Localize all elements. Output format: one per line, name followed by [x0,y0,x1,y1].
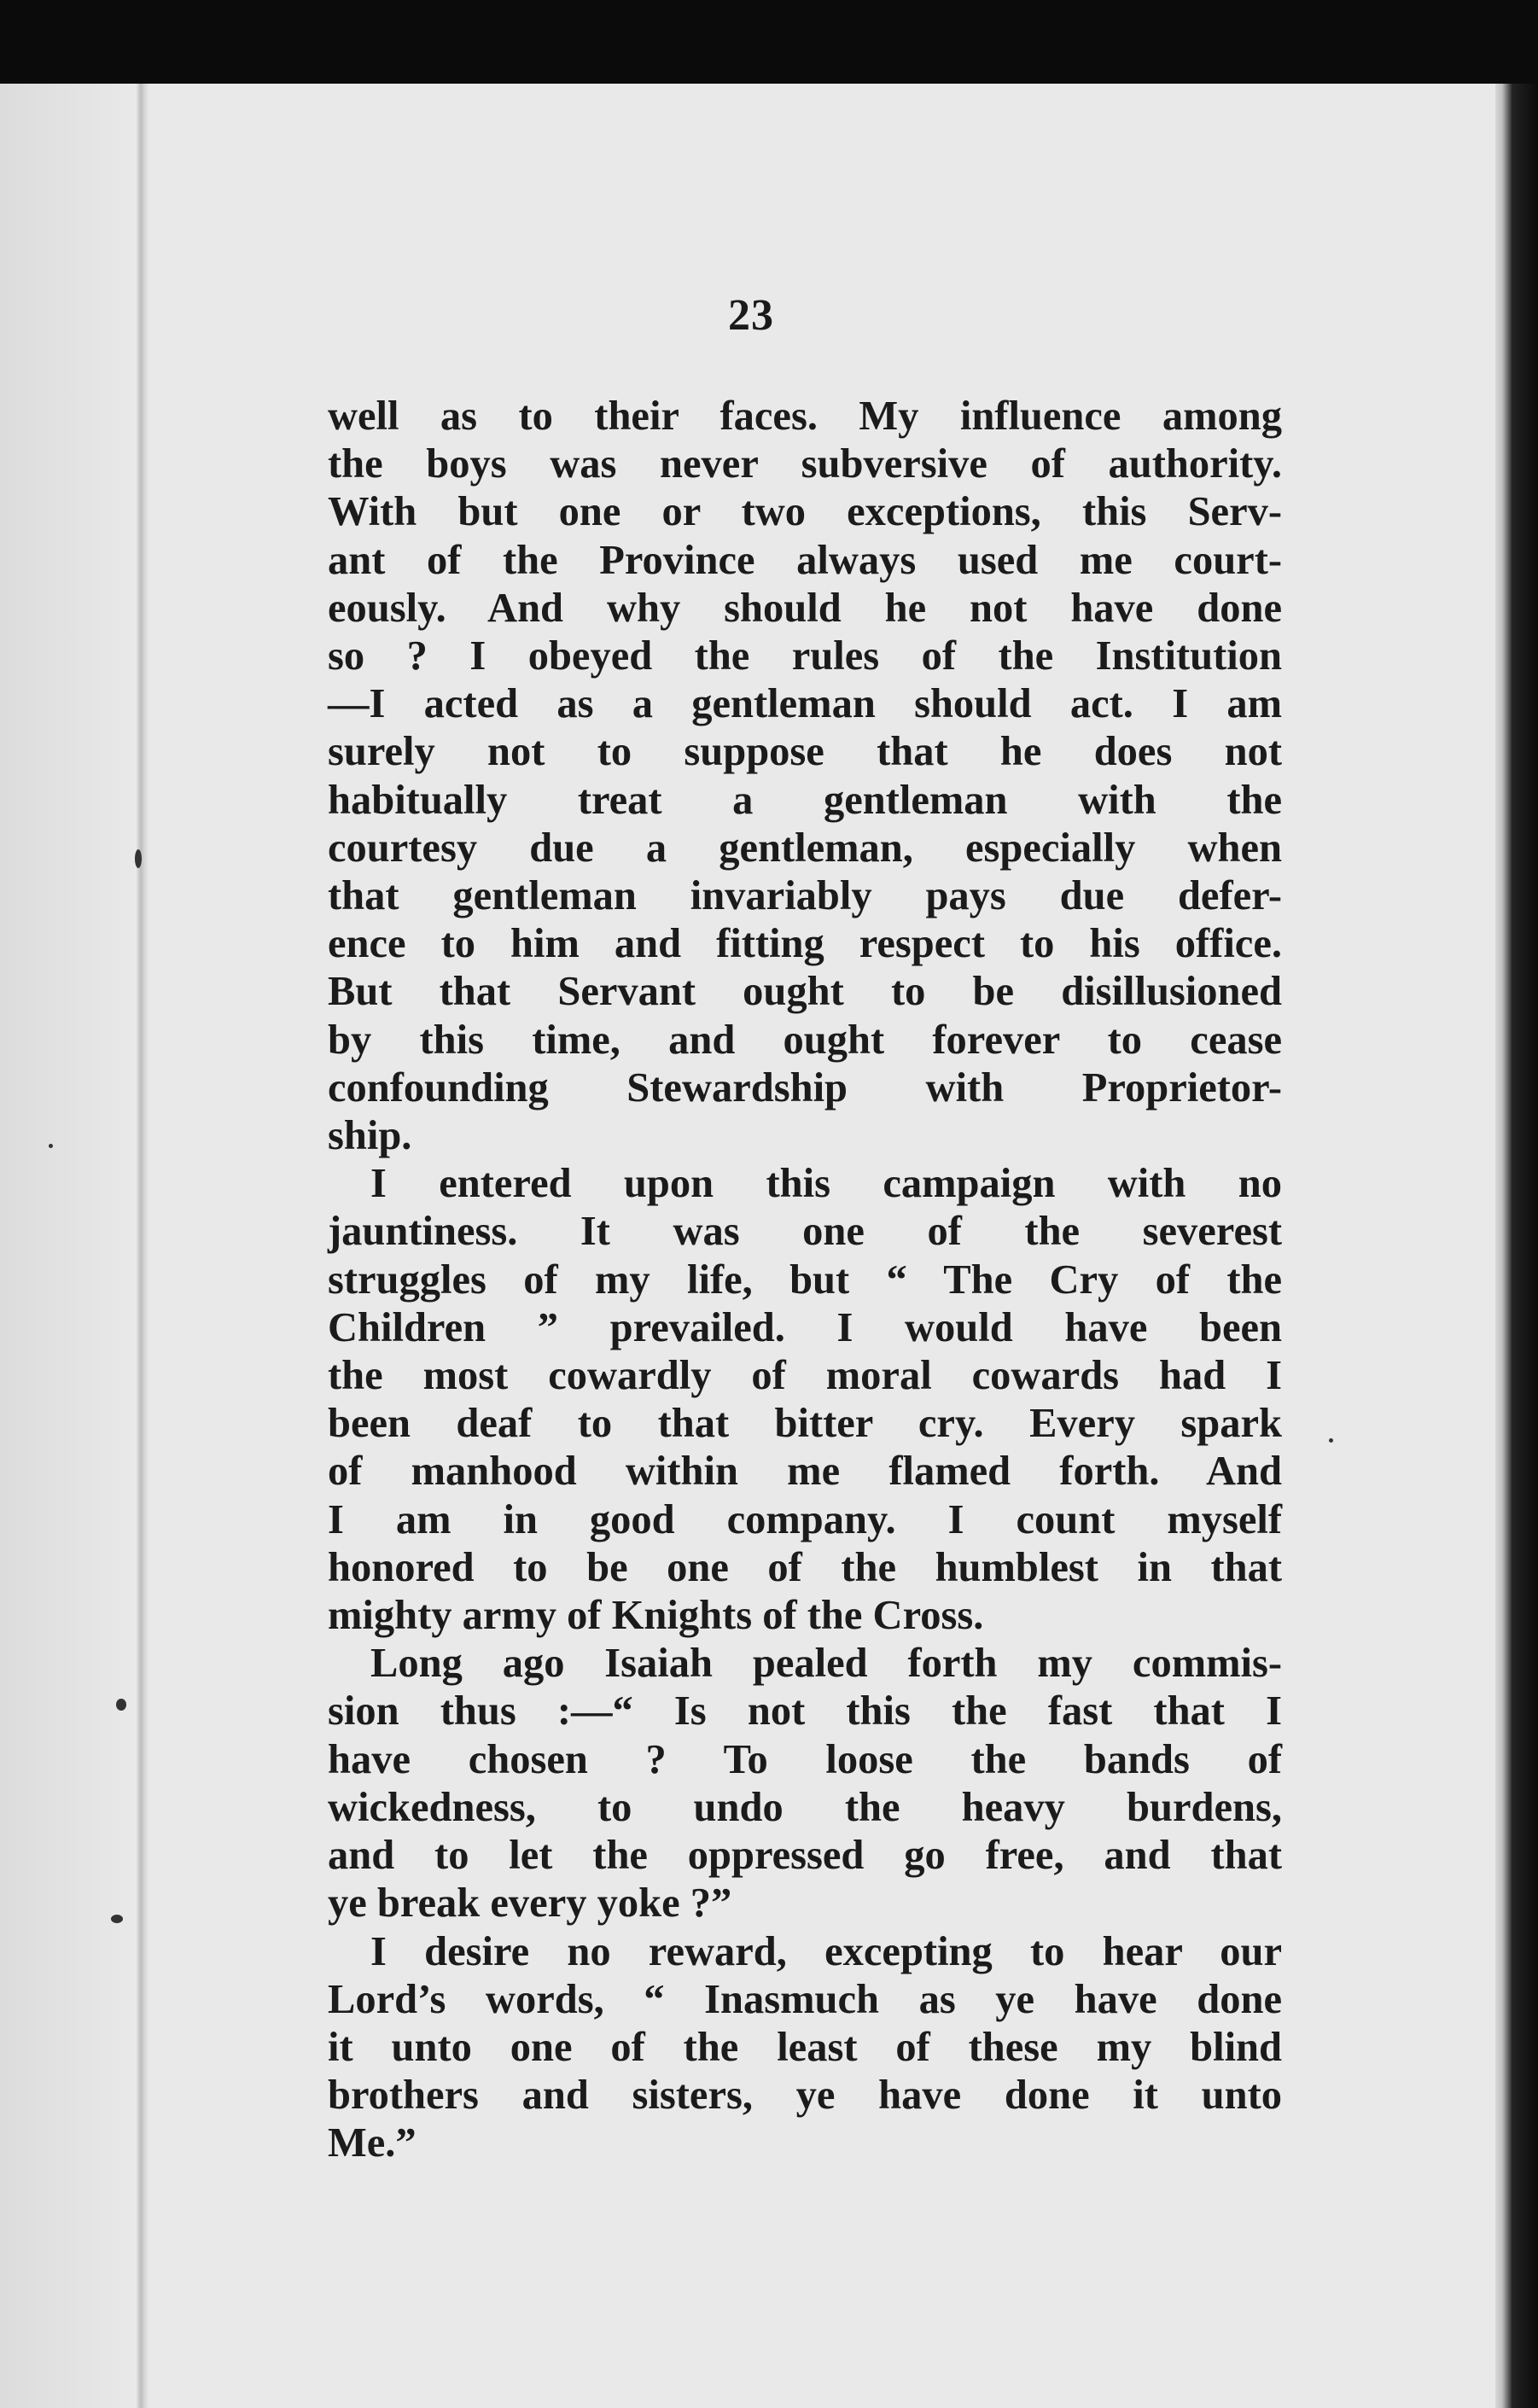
text-line: Me.” [328,2120,417,2166]
text-line: habitually treat a gentleman with the [328,777,1282,823]
text-line: mighty army of Knights of the Cross. [328,1593,984,1639]
text-line: ant of the Province always used me court- [328,537,1282,583]
text-line: honored to be one of the humblest in that [328,1544,1282,1590]
text-line: With but one or two exceptions, this Serv- [328,489,1282,535]
text-line: I am in good company. I count myself [328,1496,1282,1542]
page-gutter-shadow [0,84,137,2408]
text-line: surely not to suppose that he does not [328,729,1282,775]
body-text [328,393,1282,2168]
text-line: well as to their faces. My influence among [328,394,1282,439]
text-line: so ? I obeyed the rules of the Institution [328,633,1282,679]
text-line: But that Servant ought to be disillusioned [328,969,1282,1015]
text-line: Long ago Isaiah pealed forth my commis- [370,1641,1282,1687]
text-line: courtesy due a gentleman, especially when [328,825,1282,871]
text-line: wickedness, to undo the heavy burdens, [328,1784,1282,1830]
text-line: it unto one of the least of these my blind [328,2024,1282,2070]
text-line: of manhood within me flamed forth. And [328,1449,1282,1495]
dust-speck [116,1699,126,1711]
text-line: eously. And why should he not have done [328,585,1282,631]
text-line: confounding Stewardship with Proprietor- [328,1064,1282,1111]
dust-speck [111,1915,123,1923]
text-line: jauntiness. It was one of the severest [328,1209,1282,1255]
text-line: I desire no reward, excepting to hear our [370,1928,1282,1974]
text-line: ence to him and fitting respect to his office. [328,921,1282,967]
text-line: Children ” prevailed. I would have been [328,1304,1282,1350]
text-line: by this time, and ought forever to cease [328,1017,1282,1063]
page-number: 23 [728,291,774,340]
text-line: that gentleman invariably pays due defer- [328,873,1282,919]
text-line: brothers and sisters, ye have done it unto [328,2073,1282,2119]
text-line: sion thus :—“ Is not this the fast that I [328,1688,1282,1735]
text-line: and to let the oppressed go free, and that [328,1833,1282,1879]
text-line: Lord’s words, “ Inasmuch as ye have done [328,1976,1282,2022]
text-line: been deaf to that bitter cry. Every spark [328,1401,1282,1447]
text-line: I entered upon this campaign with no [370,1161,1282,1207]
text-line: ye break every yoke ?” [328,1880,732,1927]
text-line: the most cowardly of moral cowards had I [328,1353,1282,1399]
binding-edge [137,84,149,2408]
page-right-edge [1495,84,1538,2408]
dust-speck [135,849,142,868]
dust-speck [1329,1438,1333,1443]
dust-speck [49,1144,53,1148]
text-line: have chosen ? To loose the bands of [328,1736,1282,1782]
text-line: struggles of my life, but “ The Cry of the [328,1256,1282,1303]
text-line: ship. [328,1113,412,1159]
text-line: the boys was never subversive of authority. [328,441,1282,487]
text-line: —I acted as a gentleman should act. I am [328,681,1282,727]
